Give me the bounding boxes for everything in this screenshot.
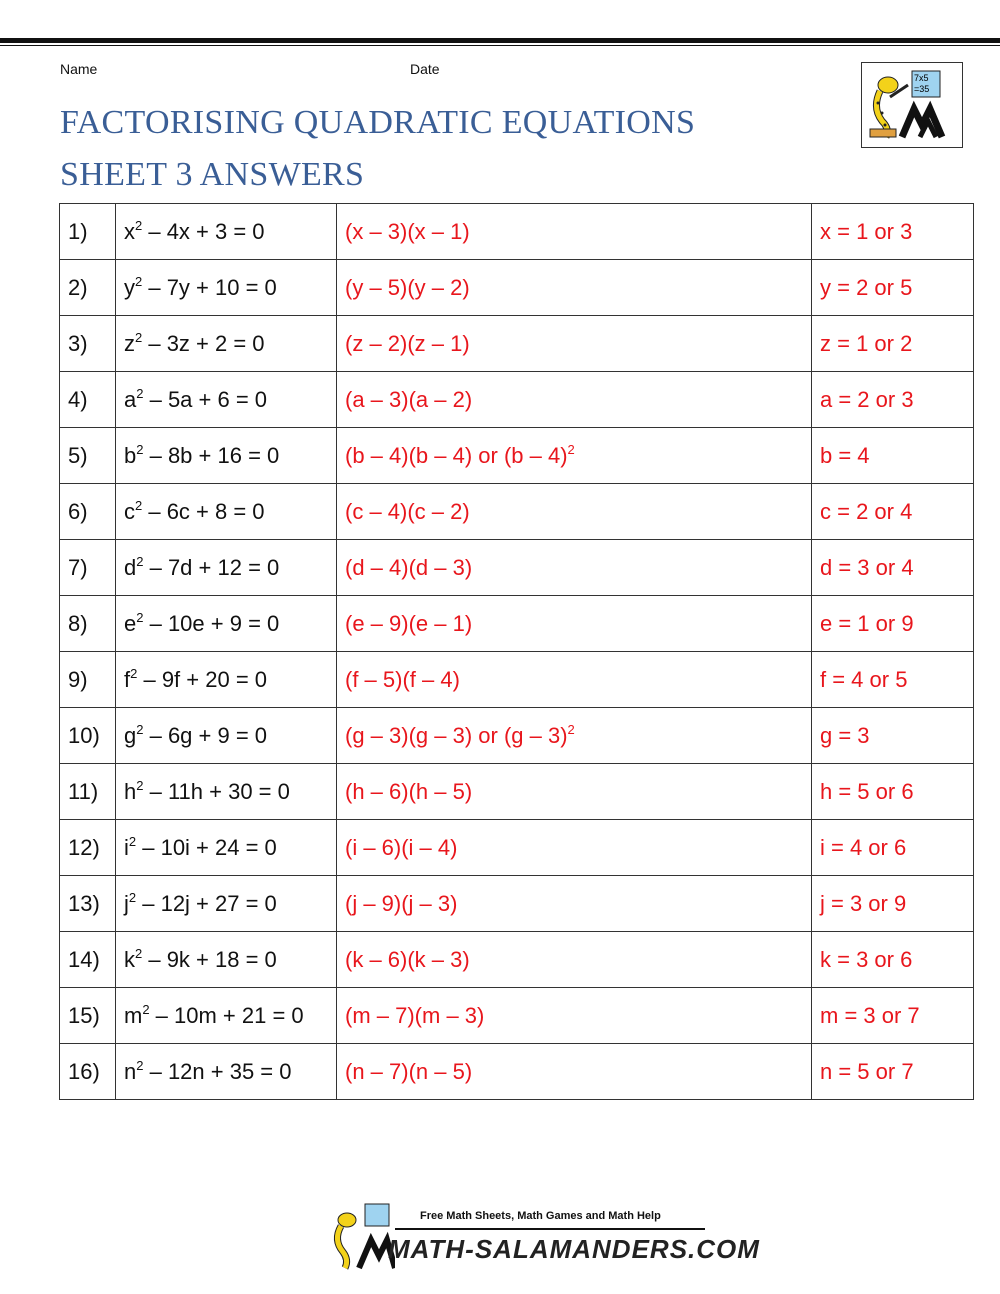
factor-main: (f – 5)(f – 4) <box>345 666 460 692</box>
solution-answer: a = 2 or 3 <box>812 372 974 428</box>
solution-answer: e = 1 or 9 <box>812 596 974 652</box>
exponent: 2 <box>136 609 144 625</box>
equation-terms: – 10i + 24 = 0 <box>136 834 277 860</box>
table-row <box>60 988 974 1044</box>
quadratic-equation <box>116 484 337 540</box>
quadratic-equation <box>116 540 337 596</box>
top-rule <box>0 38 1000 43</box>
factor-main: (y – 5)(y – 2) <box>345 274 470 300</box>
footer-salamander-icon <box>325 1202 395 1272</box>
quadratic-equation <box>116 708 337 764</box>
question-number: 3) <box>60 316 116 372</box>
equation-variable: i <box>124 834 129 860</box>
question-number: 8) <box>60 596 116 652</box>
question-number: 6) <box>60 484 116 540</box>
factor-alt: (g – 3) <box>503 722 568 748</box>
exponent: 2 <box>567 721 575 737</box>
equation-terms: – 12n + 35 = 0 <box>143 1058 292 1084</box>
factorised-answer <box>337 876 812 932</box>
factorised-answer <box>337 484 812 540</box>
solution-answer: z = 1 or 2 <box>812 316 974 372</box>
equation-variable: j <box>124 890 129 916</box>
factorised-answer <box>337 372 812 428</box>
factor-main: (d – 4)(d – 3) <box>345 554 473 580</box>
equation-variable: e <box>124 610 137 636</box>
quadratic-equation <box>116 988 337 1044</box>
equation-terms: – 10m + 21 = 0 <box>149 1002 304 1028</box>
footer-rule <box>395 1228 705 1230</box>
table-row <box>60 540 974 596</box>
question-number: 14) <box>60 932 116 988</box>
exponent: 2 <box>136 385 144 401</box>
equation-variable: h <box>124 778 137 804</box>
solution-answer: c = 2 or 4 <box>812 484 974 540</box>
factorised-answer <box>337 540 812 596</box>
quadratic-equation <box>116 652 337 708</box>
question-number: 10) <box>60 708 116 764</box>
exponent: 2 <box>130 665 138 681</box>
table-row <box>60 820 974 876</box>
solution-answer: x = 1 or 3 <box>812 204 974 260</box>
quadratic-equation <box>116 932 337 988</box>
factor-main: (h – 6)(h – 5) <box>345 778 473 804</box>
question-number: 5) <box>60 428 116 484</box>
equation-terms: – 10e + 9 = 0 <box>143 610 280 636</box>
factor-main: (x – 3)(x – 1) <box>345 218 470 244</box>
exponent: 2 <box>567 441 575 457</box>
solution-answer: f = 4 or 5 <box>812 652 974 708</box>
equation-terms: – 8b + 16 = 0 <box>143 442 280 468</box>
footer-site-link[interactable]: MATH-SALAMANDERS.COM <box>388 1234 760 1264</box>
equation-variable: x <box>124 218 135 244</box>
salamander-logo <box>861 62 963 148</box>
question-number: 12) <box>60 820 116 876</box>
equation-variable: a <box>124 386 137 412</box>
factor-main: (c – 4)(c – 2) <box>345 498 470 524</box>
table-row <box>60 764 974 820</box>
factorised-answer <box>337 764 812 820</box>
quadratic-equation <box>116 260 337 316</box>
exponent: 2 <box>135 329 143 345</box>
equation-terms: – 9k + 18 = 0 <box>142 946 277 972</box>
equation-terms: – 7d + 12 = 0 <box>143 554 280 580</box>
exponent: 2 <box>136 777 144 793</box>
factorised-answer <box>337 260 812 316</box>
equation-terms: – 7y + 10 = 0 <box>142 274 277 300</box>
quadratic-equation <box>116 428 337 484</box>
equation-terms: – 9f + 20 = 0 <box>137 666 268 692</box>
table-row <box>60 316 974 372</box>
equation-terms: – 3z + 2 = 0 <box>142 330 265 356</box>
equation-variable: f <box>124 666 131 692</box>
answers-table <box>59 203 974 1100</box>
name-label: Name <box>60 61 98 77</box>
factor-main: (g – 3)(g – 3) or <box>345 722 504 748</box>
factorised-answer <box>337 316 812 372</box>
factorised-answer <box>337 428 812 484</box>
equation-variable: d <box>124 554 137 580</box>
salamander-logo-icon <box>862 63 962 147</box>
exponent: 2 <box>136 721 144 737</box>
table-row <box>60 596 974 652</box>
solution-answer: d = 3 or 4 <box>812 540 974 596</box>
exponent: 2 <box>135 497 143 513</box>
footer-tagline: Free Math Sheets, Math Games and Math Help <box>420 1210 661 1222</box>
equation-variable: y <box>124 274 135 300</box>
question-number: 7) <box>60 540 116 596</box>
factor-main: (b – 4)(b – 4) or <box>345 442 504 468</box>
factor-main: (k – 6)(k – 3) <box>345 946 470 972</box>
quadratic-equation <box>116 764 337 820</box>
table-row <box>60 708 974 764</box>
equation-terms: – 6c + 8 = 0 <box>142 498 265 524</box>
table-row <box>60 428 974 484</box>
factor-alt: (b – 4) <box>503 442 568 468</box>
equation-variable: k <box>124 946 135 972</box>
exponent: 2 <box>136 441 144 457</box>
table-row <box>60 204 974 260</box>
factorised-answer <box>337 932 812 988</box>
factorised-answer <box>337 596 812 652</box>
exponent: 2 <box>136 553 144 569</box>
top-rule-thin <box>0 45 1000 46</box>
equation-terms: – 12j + 27 = 0 <box>136 890 277 916</box>
solution-answer: n = 5 or 7 <box>812 1044 974 1100</box>
exponent: 2 <box>135 945 143 961</box>
question-number: 2) <box>60 260 116 316</box>
equation-terms: – 5a + 6 = 0 <box>143 386 268 412</box>
factor-main: (i – 6)(i – 4) <box>345 834 458 860</box>
page-subtitle: SHEET 3 ANSWERS <box>60 156 365 193</box>
equation-variable: n <box>124 1058 137 1084</box>
page-title: FACTORISING QUADRATIC EQUATIONS <box>60 104 696 141</box>
equation-variable: c <box>124 498 135 524</box>
table-row <box>60 372 974 428</box>
question-number: 15) <box>60 988 116 1044</box>
factor-main: (j – 9)(j – 3) <box>345 890 458 916</box>
equation-variable: b <box>124 442 137 468</box>
exponent: 2 <box>135 217 143 233</box>
table-row <box>60 932 974 988</box>
svg-text:7x5: 7x5 <box>914 73 929 83</box>
exponent: 2 <box>135 273 143 289</box>
exponent: 2 <box>136 1057 144 1073</box>
equation-variable: g <box>124 722 137 748</box>
factorised-answer <box>337 204 812 260</box>
quadratic-equation <box>116 820 337 876</box>
exponent: 2 <box>128 833 137 849</box>
quadratic-equation <box>116 316 337 372</box>
table-row <box>60 1044 974 1100</box>
solution-answer: y = 2 or 5 <box>812 260 974 316</box>
question-number: 4) <box>60 372 116 428</box>
question-number: 16) <box>60 1044 116 1100</box>
factor-main: (a – 3)(a – 2) <box>345 386 473 412</box>
solution-answer: i = 4 or 6 <box>812 820 974 876</box>
table-row <box>60 260 974 316</box>
quadratic-equation <box>116 876 337 932</box>
quadratic-equation <box>116 1044 337 1100</box>
table-row <box>60 652 974 708</box>
factorised-answer <box>337 652 812 708</box>
solution-answer: k = 3 or 6 <box>812 932 974 988</box>
equation-terms: – 6g + 9 = 0 <box>143 722 268 748</box>
svg-text:=35: =35 <box>914 84 930 94</box>
exponent: 2 <box>142 1001 150 1017</box>
quadratic-equation <box>116 596 337 652</box>
question-number: 11) <box>60 764 116 820</box>
table-row <box>60 484 974 540</box>
exponent: 2 <box>128 889 137 905</box>
date-label: Date <box>410 61 440 77</box>
equation-variable: m <box>124 1002 143 1028</box>
table-row <box>60 876 974 932</box>
solution-answer: b = 4 <box>812 428 974 484</box>
factorised-answer <box>337 820 812 876</box>
quadratic-equation <box>116 204 337 260</box>
factor-main: (n – 7)(n – 5) <box>345 1058 473 1084</box>
factorised-answer <box>337 1044 812 1100</box>
equation-terms: – 4x + 3 = 0 <box>142 218 265 244</box>
factor-main: (z – 2)(z – 1) <box>345 330 470 356</box>
solution-answer: g = 3 <box>812 708 974 764</box>
question-number: 9) <box>60 652 116 708</box>
factorised-answer <box>337 708 812 764</box>
quadratic-equation <box>116 372 337 428</box>
question-number: 13) <box>60 876 116 932</box>
factorised-answer <box>337 988 812 1044</box>
factor-main: (m – 7)(m – 3) <box>345 1002 485 1028</box>
solution-answer: j = 3 or 9 <box>812 876 974 932</box>
equation-terms: – 11h + 30 = 0 <box>143 778 290 804</box>
solution-answer: h = 5 or 6 <box>812 764 974 820</box>
question-number: 1) <box>60 204 116 260</box>
equation-variable: z <box>124 330 135 356</box>
factor-main: (e – 9)(e – 1) <box>345 610 473 636</box>
solution-answer: m = 3 or 7 <box>812 988 974 1044</box>
